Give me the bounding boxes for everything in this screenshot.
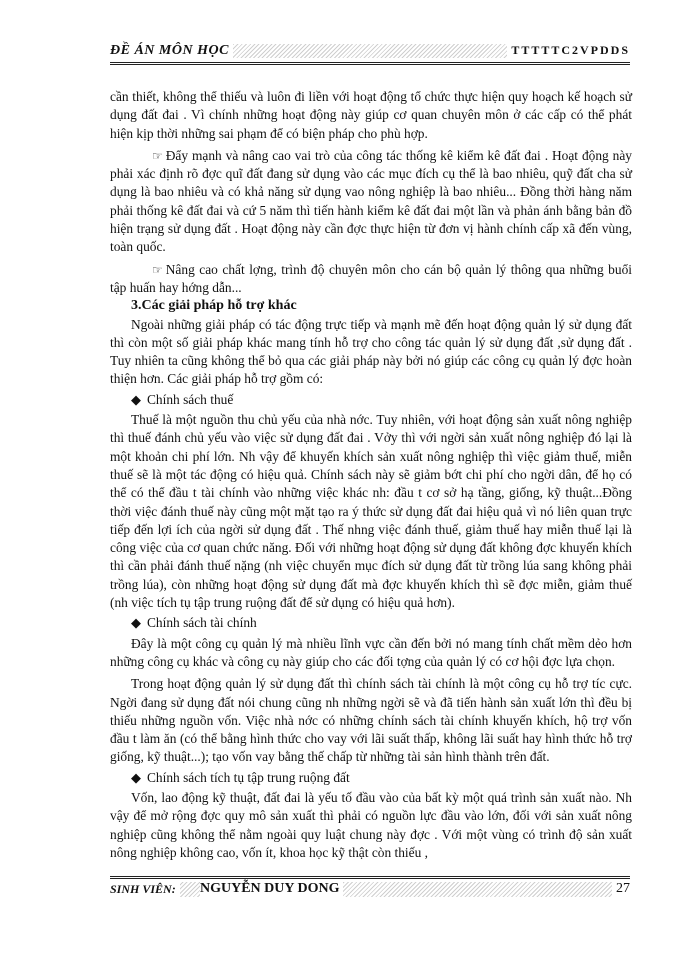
pointing-hand-icon: ☞	[152, 148, 163, 163]
list-item-tax	[110, 391, 632, 409]
diamond-icon: ◆	[131, 615, 141, 631]
paragraph-7: Trong hoạt động quản lý sử dụng đất thì chính sách tài chính là một công cụ hỗ trợ tíc cực. Ngời đang sử dụng đất nói chung cũng nh những ngời sẽ và đã tiến hành sản xuất lớn thì đều bị thiếu những nguồn vốn. Việc nhà nớc có những chính sách tài chính khuyến khích, hộ trợ vốn đầu t làm ăn (có thể bằng hình thức cho vay với lãi suất thấp, không lãi suất hay hình thức hỗ trợ giống, kỹ thuật...); tạo vốn vay bằng thế chấp từ những tài sản hình thành trên đất.	[110, 676, 632, 765]
paragraph-2-text: Đẩy mạnh và nâng cao vai trò của công tác thống kê kiểm kê đất đai . Hoạt động này phải xác định rõ đợc quĩ đất đang sử dụng vào các mục đích cụ thể là bao nhiêu, quỹ đất cha sử dụng là bao nhiêu và có khả năng sử dụng vao nông nghiệp là bao nhiêu... Đồng thời hàng năm phải thống kê đất đai và cứ 5 năm thì tiến hành kiểm kê đất đai một lần và phản ánh bằng bản đồ hiện trạng sử dụng đất . Hoạt động này cần đợc thực hiện từ đơn vị hành chính cấp xã đến vùng, toàn quốc.	[110, 147, 632, 255]
footer-hatch	[110, 882, 630, 897]
list-item-land-consolidation	[110, 769, 632, 787]
paragraph-4: Ngoài những giải pháp có tác động trực tiếp và mạnh mẽ đến hoạt động quản lý sử dụng đất thì còn một số giải pháp khác mang tính hỗ trợ cho công tác quản lý sử dụng đất ,sử dụng đất . Tuy nhiên ta cũng không thể bỏ qua các giải pháp này bởi nó giúp các công cụ quản lý đợc hoàn thiện hơn. Các giải pháp hỗ trợ gồm có:	[110, 316, 632, 387]
list-item-label: Chính sách tài chính	[147, 615, 257, 631]
student-name: NGUYỄN DUY DONG	[200, 881, 343, 897]
page-number: 27	[612, 881, 630, 897]
paragraph-6: Đây là một công cụ quản lý mà nhiều lĩnh vực cần đến bởi nó mang tính chất mềm dẻo hơn những công cụ khác và công cụ này giúp cho các đối tợng của quản lý có cơ hội đợc lựa chọn.	[110, 635, 632, 669]
list-item-label: Chính sách tích tụ tập trung ruộng đất	[147, 769, 350, 785]
header-title: ĐỀ ÁN MÔN HỌC	[110, 43, 233, 59]
paragraph-2	[110, 147, 632, 257]
section-heading: 3.Các giải pháp hỗ trợ khác	[131, 298, 297, 314]
diamond-icon: ◆	[131, 391, 141, 407]
document-body	[110, 88, 632, 862]
paragraph-8: Vốn, lao động kỹ thuật, đất đai là yếu tố đầu vào của bất kỳ một quá trình sản xuất nào. Nh vậy để mở rộng đợc quy mô sản xuất thì phải có nguồn lực đầu vào lớn, đối với sản xuất nông nghiệp cũng không thể nằm ngoài quy luật chung này đợc . Với một vùng có trình độ sản xuất nông nghiệp không cao, vốn ít, khoa học kỹ thật còn thiếu ,	[110, 789, 632, 860]
paragraph-5: Thuế là một nguồn thu chủ yếu của nhà nớc. Tuy nhiên, với hoạt động sản xuất nông nghiệp thì thuế đánh chủ yếu vào việc sử dụng đất đai . Vởy thì với ngời sản xuất nông nghiệp đó lại là một khoản chi phí lớn. Nh vậy để khuyến khích sản xuất nông nghiệp thì việc giảm thuế, miễn thuế sẽ là một tác động có hiệu quả. Chính sách này sẽ giảm bớt chi phí cho ngời dân, để họ có thể có thể đầu t tài chính vào những việc khác nh: đầu t cơ sở hạ tầng, giống, kỹ thuật...Đồng thời việc đánh thuế này cũng một mặt tạo ra ý thức sử dụng đất đai hiệu quả vì nó liên quan trực tiếp đến lợi ích của ngời sử dụng đất . Thế nhng việc đánh thuế, giảm thuế hay miễn thuế lại là công việc của cơ quan chức năng. Đối với những hoạt động sử dụng đất không đợc khuyến khích thì cần phải đánh thuế nặng (nh việc chuyển mục đích sử dụng đất từ trồng lúa sang không phải trồng lúa), còn những hoạt động sử dụng đất mà đợc khuyến khích thì sẽ đợc miễn, giảm thuế (nh việc tích tụ tập trung ruộng đất để sử dụng có hiệu quả hơn).	[110, 412, 632, 611]
header-code: TTTTTC2VPDDS	[507, 43, 630, 58]
page-footer	[110, 876, 630, 899]
footer-label: SINH VIÊN:	[110, 882, 180, 897]
pointing-hand-icon: ☞	[152, 262, 163, 277]
paragraph-3-text: Nâng cao chất lợng, trình độ chuyên môn cho cán bộ quản lý thông qua những buổi tập huấn hay hớng dẫn...	[110, 261, 632, 295]
list-item-label: Chính sách thuế	[147, 391, 234, 407]
diamond-icon: ◆	[131, 769, 141, 785]
page-header	[110, 40, 630, 65]
paragraph-3	[110, 261, 632, 298]
list-item-finance	[110, 614, 632, 632]
paragraph-1: cần thiết, không thể thiếu và luôn đi liền với hoạt động tổ chức thực hiện quy hoạch kế hoạch sử dụng đất đai . Vì chính những hoạt động này giúp cơ quan chuyên môn ở các cấp có thể phát hiện kịp thời những sai phạm để có biện pháp cho phù hợp.	[110, 89, 632, 141]
